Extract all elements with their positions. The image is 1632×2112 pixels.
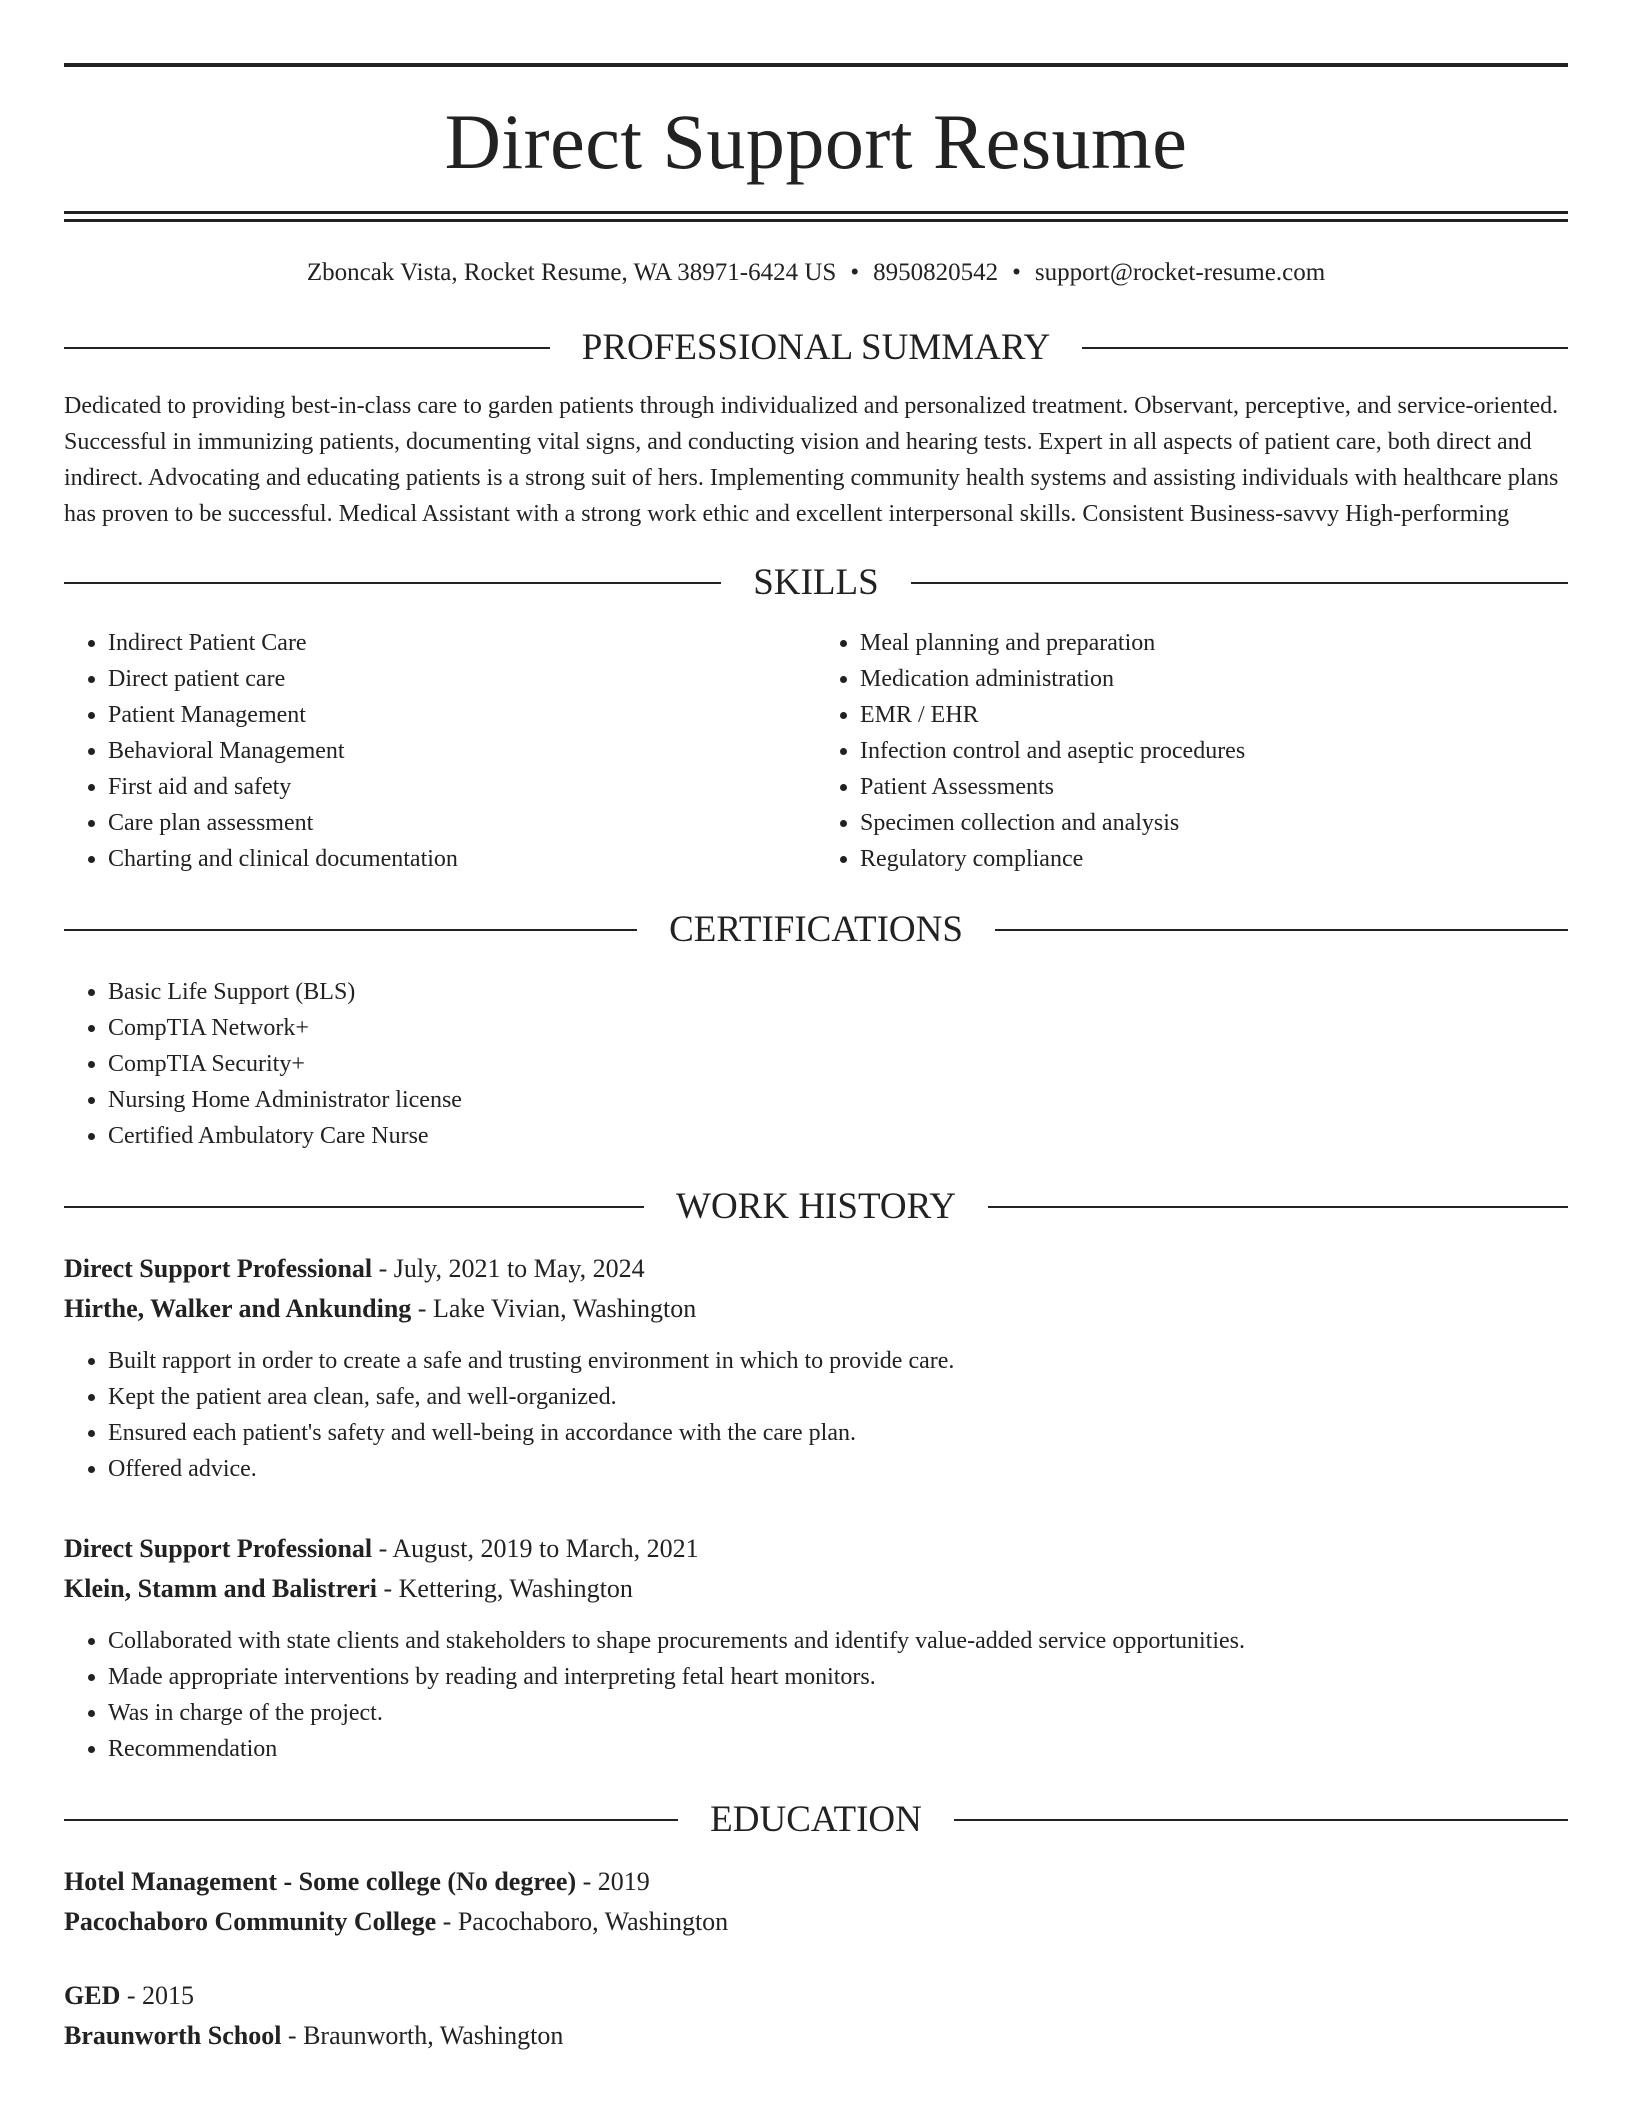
- section-rule: [954, 1819, 1568, 1821]
- section-header-work-history: [64, 1188, 1568, 1225]
- section-header-summary: [64, 329, 1568, 366]
- list-item: • Offered advice.: [108, 1451, 1568, 1487]
- list-item: • Patient Assessments: [860, 769, 1568, 805]
- education-school: Pacochaboro Community College: [64, 1907, 437, 1936]
- section-rule: [64, 582, 721, 584]
- resume-title: Direct Support Resume: [444, 98, 1188, 185]
- job-location: - Kettering, Washington: [376, 1574, 633, 1603]
- list-item: • Regulatory compliance: [860, 841, 1568, 877]
- list-item: • Ensured each patient's safety and well-being in accordance with the care plan.: [108, 1415, 1568, 1451]
- section-title: WORK HISTORY: [676, 1186, 956, 1227]
- list-item: • Charting and clinical documentation: [108, 841, 816, 877]
- job-company: Hirthe, Walker and Ankunding: [64, 1294, 412, 1323]
- contact-phone: 8950820542: [873, 259, 999, 286]
- section-title: CERTIFICATIONS: [669, 909, 963, 950]
- education-school-line: [64, 1902, 1568, 1942]
- list-item: • Medication administration: [860, 661, 1568, 697]
- education-degree: Hotel Management - Some college (No degree): [64, 1867, 577, 1896]
- list-item: • Meal planning and preparation: [860, 625, 1568, 661]
- list-item: • Made appropriate interventions by reading and interpreting fetal heart monitors.: [108, 1659, 1568, 1695]
- list-item: • Built rapport in order to create a safe and trusting environment in which to provide care.: [108, 1343, 1568, 1379]
- job-entry: [64, 1529, 1568, 1767]
- section-rule: [1082, 347, 1568, 349]
- job-dates: - July, 2021 to May, 2024: [372, 1254, 645, 1283]
- list-item: • Patient Management: [108, 697, 816, 733]
- section-header-education: [64, 1801, 1568, 1838]
- job-company-line: [64, 1289, 1568, 1329]
- list-item: • CompTIA Network+: [108, 1010, 1568, 1046]
- list-item: • Nursing Home Administrator license: [108, 1082, 1568, 1118]
- job-title: Direct Support Professional: [64, 1254, 373, 1283]
- education-degree-line: [64, 1976, 1568, 2016]
- section-rule: [911, 582, 1568, 584]
- section-header-skills: [64, 564, 1568, 601]
- contact-email: support@rocket-resume.com: [1034, 259, 1326, 286]
- skills-list: [64, 625, 1568, 877]
- job-company-line: [64, 1569, 1568, 1609]
- job-location: - Lake Vivian, Washington: [411, 1294, 697, 1323]
- education-entry: [64, 1862, 1568, 1942]
- education-location: - Pacochaboro, Washington: [436, 1907, 729, 1936]
- contact-address: Zboncak Vista, Rocket Resume, WA 38971-6424 US: [306, 259, 837, 286]
- contact-separator: •: [850, 259, 860, 286]
- education-entry: [64, 1976, 1568, 2056]
- job-company: Klein, Stamm and Balistreri: [64, 1574, 377, 1603]
- education-school-line: [64, 2016, 1568, 2056]
- section-title: EDUCATION: [710, 1799, 922, 1840]
- summary-text: Dedicated to providing best-in-class care to garden patients through individualized and personalized treatment. Observant, perceptive, and service-oriented. Successful in immunizing patients, documenting vital signs, and conducting vision and hearing tests. Expert in all aspects of patient care, both direct and indirect. Advocating and educating patients is a strong suit of hers. Implementing community health systems and assisting individuals with healthcare plans has proven to be successful. Medical Assistant with a strong work ethic and excellent interpersonal skills. Consistent Business-savvy High-performing: [64, 393, 1559, 527]
- list-item: • Certified Ambulatory Care Nurse: [108, 1118, 1568, 1154]
- section-rule: [64, 1206, 644, 1208]
- education-year: - 2019: [576, 1867, 650, 1896]
- job-entry: [64, 1249, 1568, 1487]
- section-header-certifications: [64, 911, 1568, 948]
- section-title: SKILLS: [753, 562, 879, 603]
- list-item: • Recommendation: [108, 1731, 1568, 1767]
- job-dates: - August, 2019 to March, 2021: [372, 1534, 699, 1563]
- education-year: - 2015: [120, 1981, 195, 2010]
- list-item: • Was in charge of the project.: [108, 1695, 1568, 1731]
- job-title-line: [64, 1249, 1568, 1289]
- list-item: • Indirect Patient Care: [108, 625, 816, 661]
- list-item: • First aid and safety: [108, 769, 816, 805]
- section-rule: [64, 347, 550, 349]
- section-rule: [64, 929, 637, 931]
- list-item: • EMR / EHR: [860, 697, 1568, 733]
- section-rule: [988, 1206, 1568, 1208]
- list-item: • Direct patient care: [108, 661, 816, 697]
- job-title-line: [64, 1529, 1568, 1569]
- list-item: • Infection control and aseptic procedures: [860, 733, 1568, 769]
- top-rule: [64, 63, 1568, 67]
- skills-column-left: [64, 625, 816, 877]
- contact-line: [64, 260, 1568, 285]
- list-item: • Specimen collection and analysis: [860, 805, 1568, 841]
- list-item: • Care plan assessment: [108, 805, 816, 841]
- title-double-rule: [64, 211, 1568, 222]
- list-item: • Behavioral Management: [108, 733, 816, 769]
- education-school: Braunworth School: [64, 2021, 282, 2050]
- job-title: Direct Support Professional: [64, 1534, 373, 1563]
- list-item: • Basic Life Support (BLS): [108, 974, 1568, 1010]
- contact-separator: •: [1012, 259, 1021, 286]
- certifications-list: [64, 974, 1568, 1154]
- list-item: • CompTIA Security+: [108, 1046, 1568, 1082]
- education-degree-line: [64, 1862, 1568, 1902]
- list-item: • Collaborated with state clients and stakeholders to shape procurements and identify value-added service opportunities.: [108, 1623, 1568, 1659]
- education-degree: GED: [64, 1981, 121, 2010]
- list-item: • Kept the patient area clean, safe, and well-organized.: [108, 1379, 1568, 1415]
- section-rule: [64, 1819, 678, 1821]
- education-location: - Braunworth, Washington: [281, 2021, 564, 2050]
- section-rule: [995, 929, 1568, 931]
- section-title: PROFESSIONAL SUMMARY: [581, 327, 1051, 368]
- skills-column-right: [816, 625, 1568, 877]
